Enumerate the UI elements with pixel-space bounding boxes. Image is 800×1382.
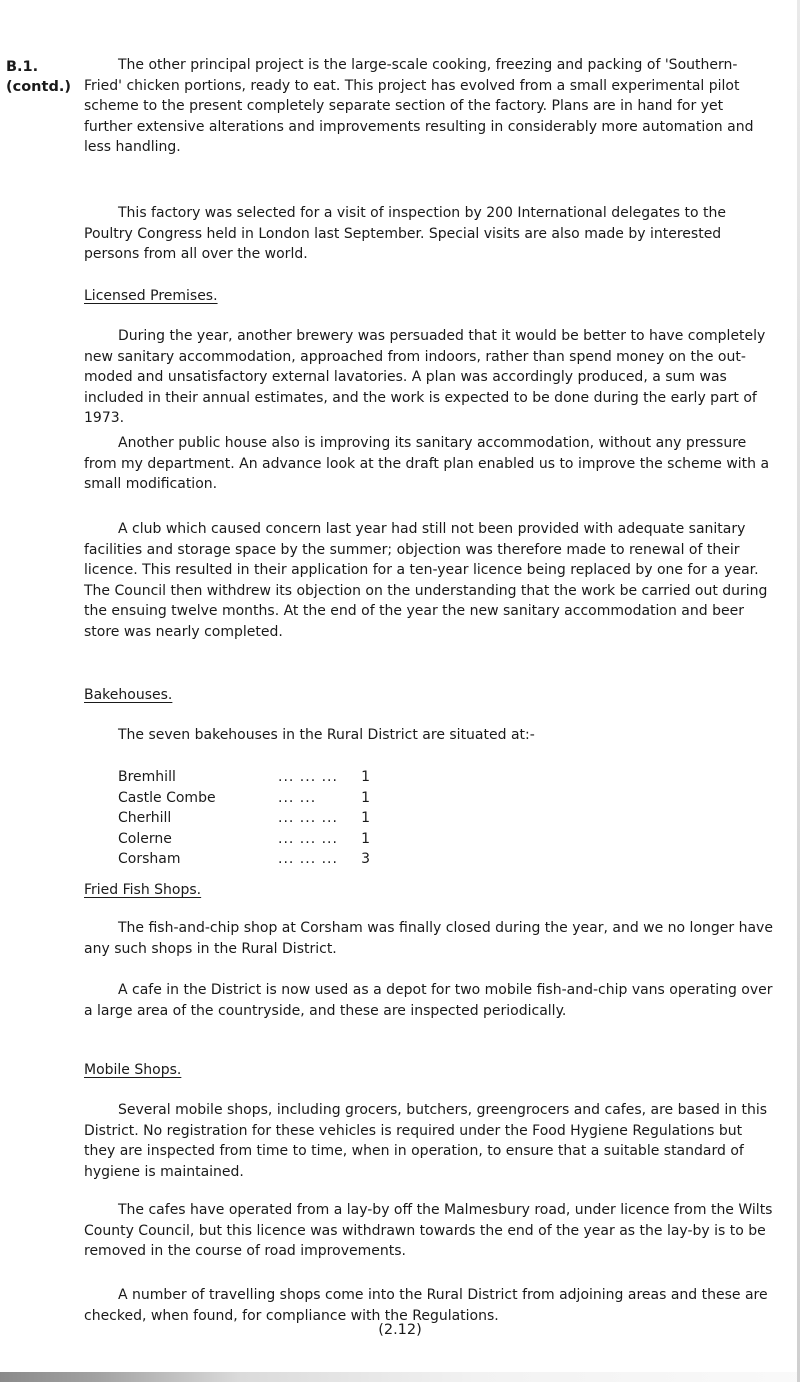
page-number: (2.12) xyxy=(378,1322,422,1338)
count: 1 xyxy=(361,769,370,785)
place-name: Castle Combe xyxy=(118,789,216,806)
paragraph: The cafes have operated from a lay-by off the Malmesbury road, under licence from the Wilts County Council, but this licence was withdrawn towards the end of the year as the lay-by is to be removed in the course of road improvements. xyxy=(84,1202,773,1259)
heading-fried-fish-shops: Fried Fish Shops. xyxy=(84,882,202,898)
leader-dots: ... ... ... xyxy=(278,830,338,847)
section-continued: (contd.) xyxy=(6,79,71,95)
list-item xyxy=(118,808,370,829)
count: 1 xyxy=(361,810,370,826)
scan-edge-shadow xyxy=(0,1372,800,1382)
paragraph: Several mobile shops, including grocers, butchers, greengrocers and cafes, are based in this District. No registration for these vehicles is required under the Food Hygiene Regulations but they are inspected from time to time, when in operation, to ensure that a suitable standard of hygiene is maintained. xyxy=(84,1102,768,1180)
count: 1 xyxy=(361,789,370,806)
heading-licensed-premises: Licensed Premises. xyxy=(84,288,218,304)
section-number: B.1. xyxy=(6,59,39,75)
leader-dots: ... ... ... xyxy=(278,810,338,826)
list-item xyxy=(118,788,370,809)
paragraph: A cafe in the District is now used as a depot for two mobile fish-and-chip vans operating over a large area of the countryside, and these are inspected periodically. xyxy=(84,982,773,1019)
leader-dots: ... ... ... xyxy=(278,769,338,785)
count: 3 xyxy=(361,851,370,867)
paragraph: During the year, another brewery was persuaded that it would be better to have completely new sanitary accommodation, approached from indoors, rather than spend money on the out-moded and unsatisfactory external lavatories. A plan was accordingly produced, a sum was included in their annual estimates, and the work is expected to be done during the early part of 1973. xyxy=(84,328,766,426)
paragraph: Another public house also is improving its sanitary accommodation, without any pressure from my department. An advance look at the draft plan enabled us to improve the scheme with a small modification. xyxy=(84,435,770,492)
paragraph: The other principal project is the large-scale cooking, freezing and packing of 'Southern-Fried' chicken portions, ready to eat. This project has evolved from a small experimental pilot scheme to the present completely separate section of the factory. Plans are in hand for yet further extensive alterations and improvements resulting in considerably more automation and less handling. xyxy=(84,57,754,155)
paragraph: A club which caused concern last year had still not been provided with adequate sanitary facilities and storage space by the summer; objection was therefore made to renewal of their licence. This resulted in their application for a ten-year licence being replaced by one for a year. The Council then withdrew its objection on the understanding that the work be carried out during the ensuing twelve months. At the end of the year the new sanitary accommodation and beer store was nearly completed. xyxy=(84,521,768,640)
list-item xyxy=(118,767,370,788)
list-item xyxy=(118,829,370,850)
heading-bakehouses: Bakehouses. xyxy=(84,687,173,703)
paragraph: The fish-and-chip shop at Corsham was finally closed during the year, and we no longer have any such shops in the Rural District. xyxy=(84,920,773,957)
place-name: Bremhill xyxy=(118,769,176,785)
place-name: Colerne xyxy=(118,830,172,847)
leader-dots: ... ... xyxy=(278,789,317,806)
place-name: Cherhill xyxy=(118,810,172,826)
heading-mobile-shops: Mobile Shops. xyxy=(84,1062,182,1078)
paragraph: This factory was selected for a visit of inspection by 200 International delegates to the Poultry Congress held in London last September. Special visits are also made by interested persons from all over the world. xyxy=(84,205,727,262)
list-item xyxy=(118,849,370,870)
paragraph: The seven bakehouses in the Rural District are situated at:- xyxy=(118,727,535,743)
bakehouse-list xyxy=(118,767,370,870)
paragraph: A number of travelling shops come into the Rural District from adjoining areas and these are checked, when found, for compliance with the Regulations. xyxy=(84,1287,768,1324)
count: 1 xyxy=(361,830,370,847)
place-name: Corsham xyxy=(118,851,181,867)
leader-dots: ... ... ... xyxy=(278,851,338,867)
